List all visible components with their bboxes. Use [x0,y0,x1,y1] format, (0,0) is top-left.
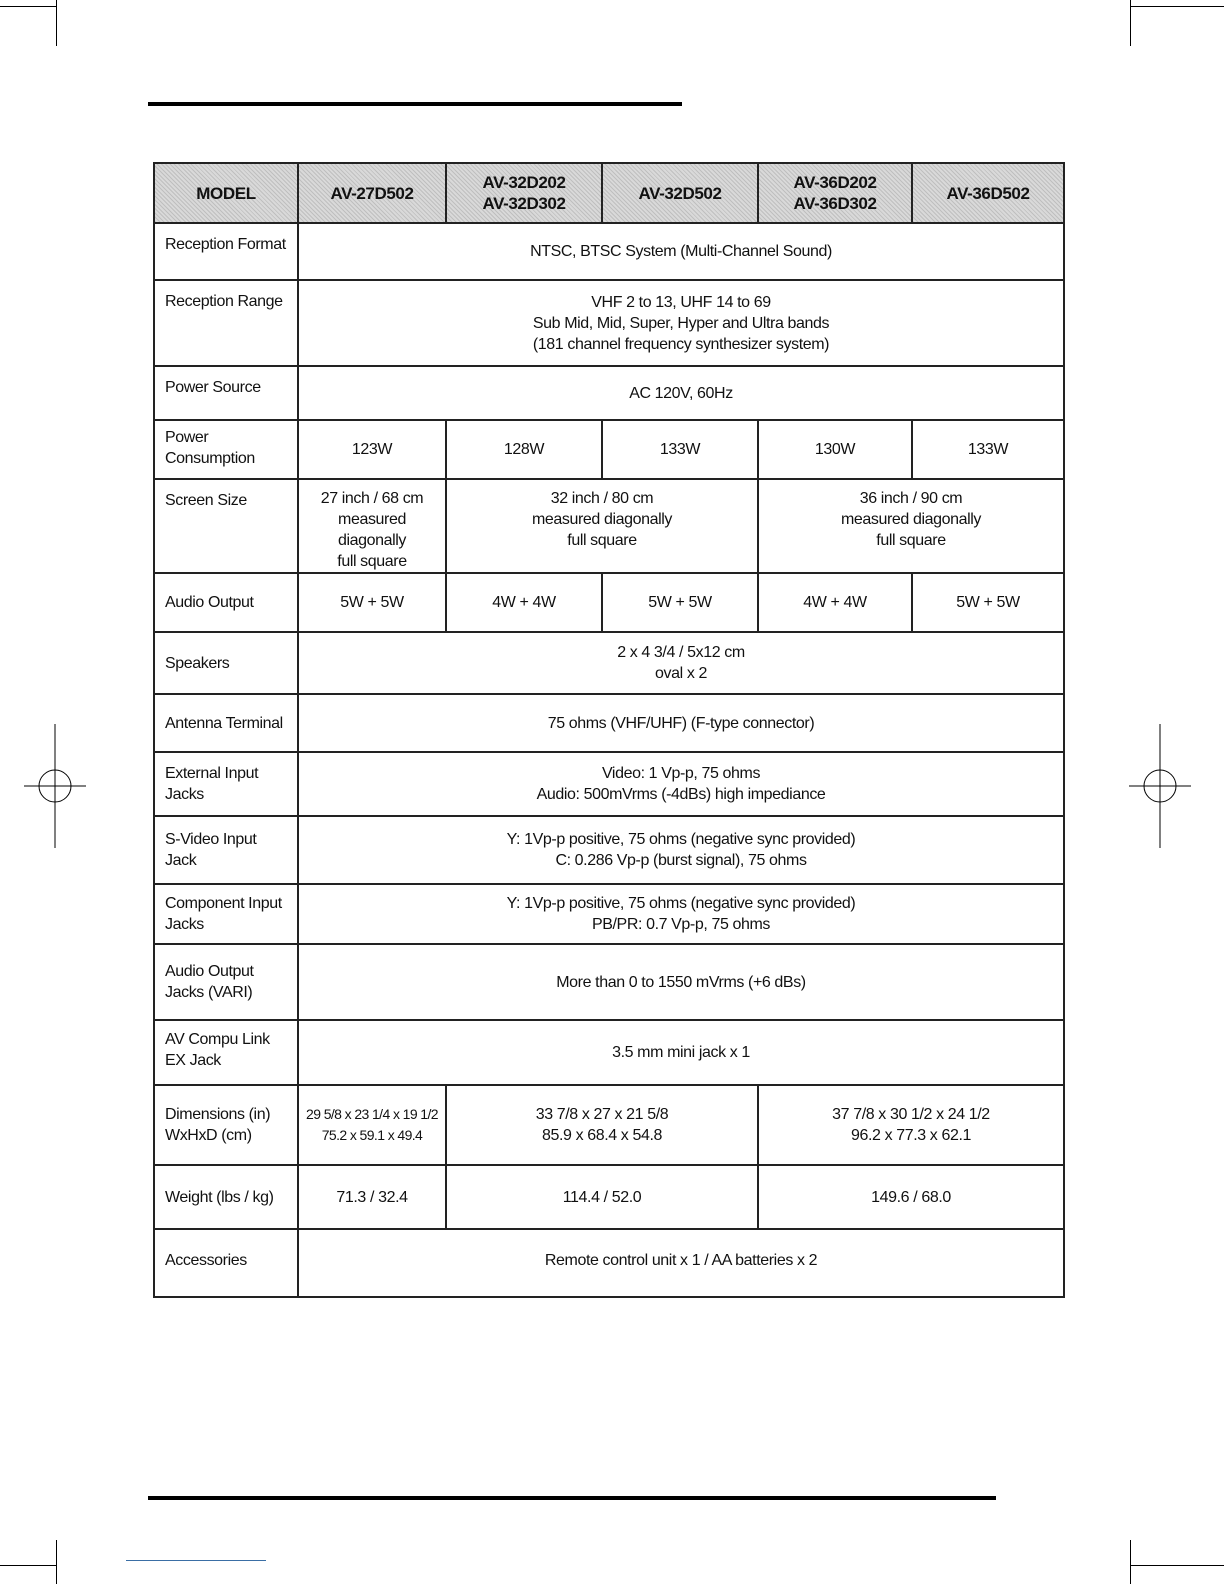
row-value: 149.6 / 68.0 [758,1165,1064,1229]
footer-rule [148,1496,996,1500]
row-value: 2 x 4 3/4 / 5x12 cm oval x 2 [298,632,1064,694]
table-row [154,1229,1064,1297]
row-value: 5W + 5W [602,573,758,632]
row-label: Power Consumption [154,420,298,479]
row-value: 3.5 mm mini jack x 1 [298,1020,1064,1085]
row-value: 27 inch / 68 cm measured diagonally full square [298,479,446,573]
row-value: 133W [912,420,1064,479]
row-value: 32 inch / 80 cm measured diagonally full square [446,479,758,573]
row-label: Power Source [154,366,298,420]
table-row [154,223,1064,280]
row-value: Video: 1 Vp-p, 75 ohms Audio: 500mVrms (-4dBs) high impediance [298,752,1064,816]
model-header: MODEL [154,163,298,223]
row-value: 37 7/8 x 30 1/2 x 24 1/2 96.2 x 77.3 x 62.1 [758,1085,1064,1165]
row-value: 4W + 4W [758,573,912,632]
row-value: More than 0 to 1550 mVrms (+6 dBs) [298,944,1064,1020]
model-header-cell: AV-36D202 AV-36D302 [758,163,912,223]
row-label: Dimensions (in) WxHxD (cm) [154,1085,298,1165]
crop-mark-top-right-v [1130,0,1131,46]
row-label: Screen Size [154,479,298,573]
registration-mark-left-icon [22,724,88,848]
crop-mark-top-left-h [0,6,56,7]
crop-mark-top-left-v [56,0,57,46]
header-rule [148,102,682,106]
row-label: S-Video Input Jack [154,816,298,884]
row-value: AC 120V, 60Hz [298,366,1064,420]
table-header-row [154,163,1064,223]
row-value: 133W [602,420,758,479]
row-value: Y: 1Vp-p positive, 75 ohms (negative sync provided) C: 0.286 Vp-p (burst signal), 75 ohms [298,816,1064,884]
row-label: Component Input Jacks [154,884,298,944]
crop-mark-bottom-right-v [1130,1540,1131,1584]
model-header-cell: AV-36D502 [912,163,1064,223]
crop-mark-bottom-left-h [0,1565,56,1566]
row-label: Reception Format [154,223,298,280]
row-value: VHF 2 to 13, UHF 14 to 69 Sub Mid, Mid, Super, Hyper and Ultra bands (181 channel frequency synthesizer system) [298,280,1064,366]
row-value: 29 5/8 x 23 1/4 x 19 1/2 75.2 x 59.1 x 49.4 [298,1085,446,1165]
model-header-cell: AV-27D502 [298,163,446,223]
table-row [154,1020,1064,1085]
row-label: Audio Output Jacks (VARI) [154,944,298,1020]
model-header-cell: AV-32D502 [602,163,758,223]
table-row [154,1085,1064,1165]
crop-mark-bottom-right-h [1130,1565,1224,1566]
crop-mark-top-right-h [1130,6,1224,7]
table-row [154,479,1064,573]
row-value: Remote control unit x 1 / AA batteries x 2 [298,1229,1064,1297]
row-value: 5W + 5W [298,573,446,632]
table-row [154,420,1064,479]
model-header-cell: AV-32D202 AV-32D302 [446,163,602,223]
table-row [154,884,1064,944]
row-value: NTSC, BTSC System (Multi-Channel Sound) [298,223,1064,280]
table-row [154,752,1064,816]
table-row [154,944,1064,1020]
table-row [154,1165,1064,1229]
row-value: 114.4 / 52.0 [446,1165,758,1229]
registration-mark-right-icon [1127,724,1193,848]
row-label: Accessories [154,1229,298,1297]
crop-mark-bottom-left-v [56,1540,57,1584]
row-label: Speakers [154,632,298,694]
row-label: External Input Jacks [154,752,298,816]
row-value: 71.3 / 32.4 [298,1165,446,1229]
row-value: 75 ohms (VHF/UHF) (F-type connector) [298,694,1064,752]
row-value: 123W [298,420,446,479]
table-row [154,632,1064,694]
table-row [154,366,1064,420]
row-label: Reception Range [154,280,298,366]
table-row [154,694,1064,752]
table-row [154,816,1064,884]
row-label: AV Compu Link EX Jack [154,1020,298,1085]
row-value: 36 inch / 90 cm measured diagonally full square [758,479,1064,573]
row-label: Antenna Terminal [154,694,298,752]
row-value: 130W [758,420,912,479]
row-label: Audio Output [154,573,298,632]
row-value: 33 7/8 x 27 x 21 5/8 85.9 x 68.4 x 54.8 [446,1085,758,1165]
row-value: 4W + 4W [446,573,602,632]
row-value: 128W [446,420,602,479]
row-value: 5W + 5W [912,573,1064,632]
specifications-table [153,162,1065,1298]
table-row [154,573,1064,632]
bottom-tick-line [126,1560,266,1561]
table-row [154,280,1064,366]
row-value: Y: 1Vp-p positive, 75 ohms (negative sync provided) PB/PR: 0.7 Vp-p, 75 ohms [298,884,1064,944]
row-label: Weight (lbs / kg) [154,1165,298,1229]
